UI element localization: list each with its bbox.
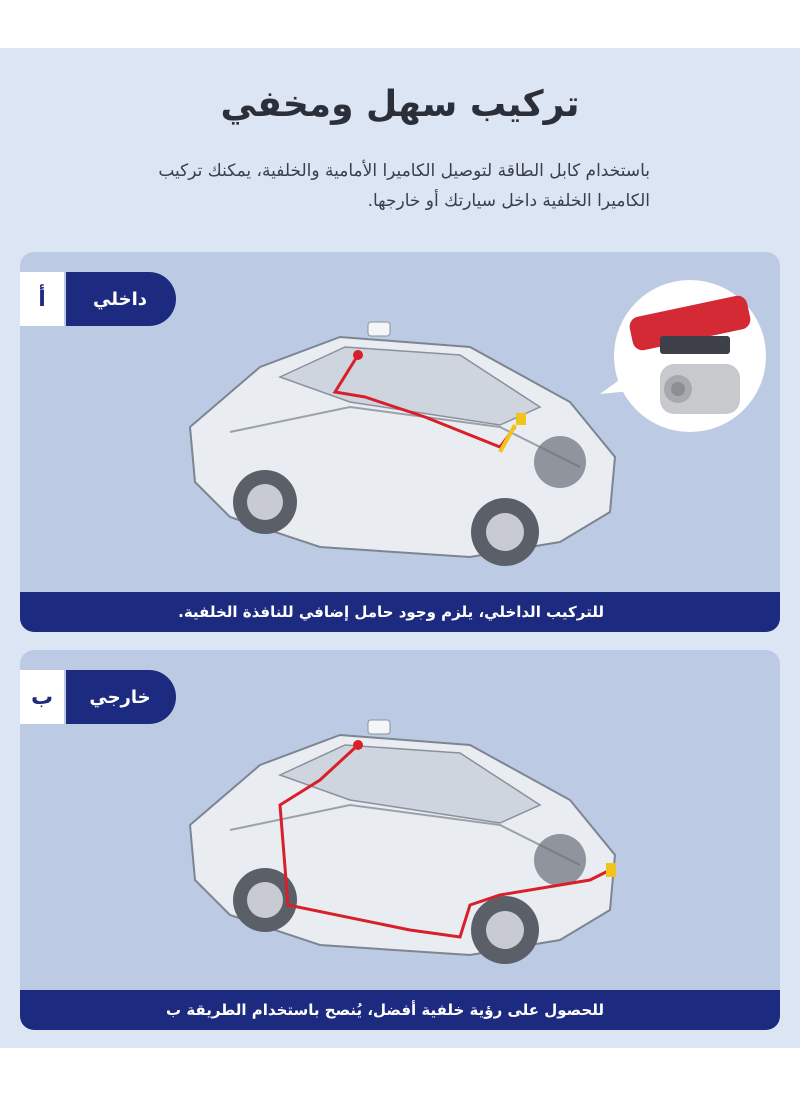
interior-install-panel [20,252,780,632]
method-label: داخلي [93,288,147,310]
method-caption: للتركيب الداخلي، يلزم وجود حامل إضافي للنافذة الخلفية. [20,592,780,632]
car-exterior-cable-icon [170,705,630,975]
method-letter: أ [20,272,66,326]
method-letter: ب [20,670,66,724]
exterior-install-panel [20,650,780,1030]
rear-camera-mount-icon [590,266,770,446]
page-title: تركيب سهل ومخفي [220,84,580,125]
car-interior-cable-icon [170,307,630,577]
method-tag-exterior [20,670,176,724]
method-caption: للحصول على رؤية خلفية أفضل، يُنصح باستخدام الطريقة ب [20,990,780,1030]
method-tag-interior [20,272,176,326]
page-subtitle: باستخدام كابل الطاقة لتوصيل الكاميرا الأمامية والخلفية، يمكنك تركيب الكاميرا الخلفية داخل سيارتك أو خارجها. [158,161,650,211]
method-label: خارجي [89,686,151,708]
